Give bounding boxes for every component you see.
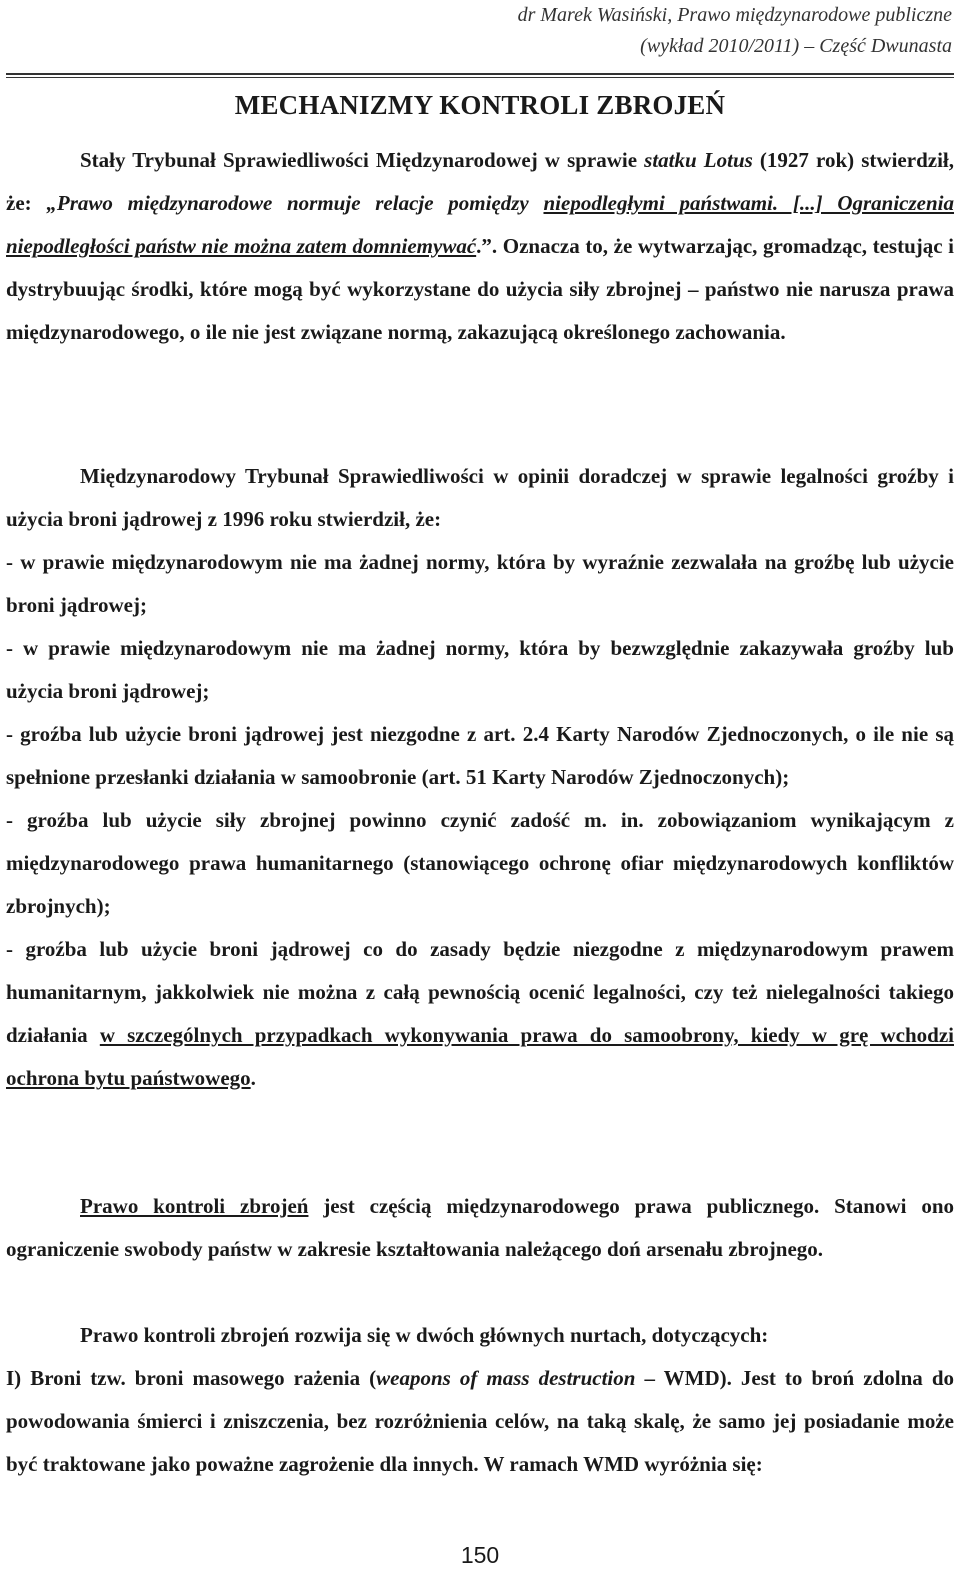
header-rule: [6, 73, 954, 78]
paragraph-wmd: [6, 1357, 954, 1486]
p2-bullet-5-text: - groźba lub użycie broni jądrowej co do zasady będzie niezgodne z międzynarodowym prawem humanitarnym, jakkolwiek nie można z całą pewnością ocenić legalności, czy też nielegalności takiego działania: [6, 937, 954, 1047]
p2-bullet-3: - groźba lub użycie broni jądrowej jest niezgodne z art. 2.4 Karty Narodów Zjednoczonych, o ile nie są spełnione przesłanki działania w samoobronie (art. 51 Karty Narodów Zjednoczonych);: [6, 722, 954, 789]
p2-bullet-5-end: .: [250, 1066, 256, 1090]
p1-text-c: (1927 rok) stwierdził, że:: [6, 148, 954, 215]
p2-bullet-5-underlined: w szczególnych przypadkach wykonywania prawa do samoobrony, kiedy w grę wchodzi ochrona bytu państwowego: [6, 1023, 954, 1090]
section-title: MECHANIZMY KONTROLI ZBROJEŃ: [234, 90, 726, 120]
p2-intro: Międzynarodowy Trybunał Sprawiedliwości w opinii doradczej w sprawie legalności groźby i użycia broni jądrowej z 1996 roku stwierdził, że:: [6, 464, 954, 531]
p5-text-a: I) Broni tzw. broni masowego rażenia (: [6, 1366, 377, 1390]
header-line-2: (wykład 2010/2011) – Część Dwunasta: [640, 35, 952, 57]
p2-bullet-1: - w prawie międzynarodowym nie ma żadnej normy, która by wyraźnie zezwalała na groźbę lub użycie broni jądrowej;: [6, 550, 954, 617]
p1-text-f: .”. Oznacza to, że wytwarzając, gromadząc, testując i dystrybuując środki, które mogą być wykorzystane do użycia siły zbrojnej – państwo nie narusza prawa międzynarodowego, o ile nie jest związane normą, zakazującą określonego zachowania.: [6, 234, 955, 344]
p1-quote-underlined: niepodległymi państwami. [...] Ograniczenia niepodległości państw nie można zatem domniemywać: [6, 191, 955, 258]
paragraph-icj-opinion: [6, 455, 954, 1100]
running-header: [192, 0, 952, 62]
p5-text-c: – WMD). Jest to broń zdolna do powodowania śmierci i zniszczenia, bez rozróżnienia celów, na taką skalę, że samo jej posiadanie może być traktowane jako poważne zagrożenie dla innych. W ramach WMD wyróżnia się:: [6, 1366, 954, 1476]
p1-case-name: statku Lotus: [644, 148, 753, 172]
p2-bullet-2: - w prawie międzynarodowym nie ma żadnej normy, która by bezwzględnie zakazywała groźby lub użycia broni jądrowej;: [6, 636, 954, 703]
p3-term: Prawo kontroli zbrojeń: [80, 1194, 309, 1218]
paragraph-two-currents: Prawo kontroli zbrojeń rozwija się w dwóch głównych nurtach, dotyczących:: [80, 1323, 769, 1347]
header-line-1: dr Marek Wasiński, Prawo międzynarodowe publiczne: [517, 4, 952, 26]
paragraph-arms-control: [6, 1185, 954, 1271]
p1-text-a: Stały Trybunał Sprawiedliwości Międzynarodowej w sprawie: [80, 148, 645, 172]
p5-term: weapons of mass destruction: [376, 1366, 636, 1390]
paragraph-lotus: [6, 139, 954, 354]
p2-bullet-5: [6, 928, 954, 1100]
page-number: 150: [460, 1542, 500, 1568]
p2-bullet-4: - groźba lub użycie siły zbrojnej powinno czynić zadość m. in. zobowiązaniom wynikającym z międzynarodowego prawa humanitarnego (stanowiącego ochronę ofiar międzynarodowych konfliktów zbrojnych);: [6, 808, 954, 918]
p1-quote-start: „Prawo międzynarodowe normuje relacje pomiędzy: [46, 191, 544, 215]
p3-text: jest częścią międzynarodowego prawa publicznego. Stanowi ono ograniczenie swobody państw w zakresie kształtowania należącego doń arsenału zbrojnego.: [6, 1194, 955, 1261]
